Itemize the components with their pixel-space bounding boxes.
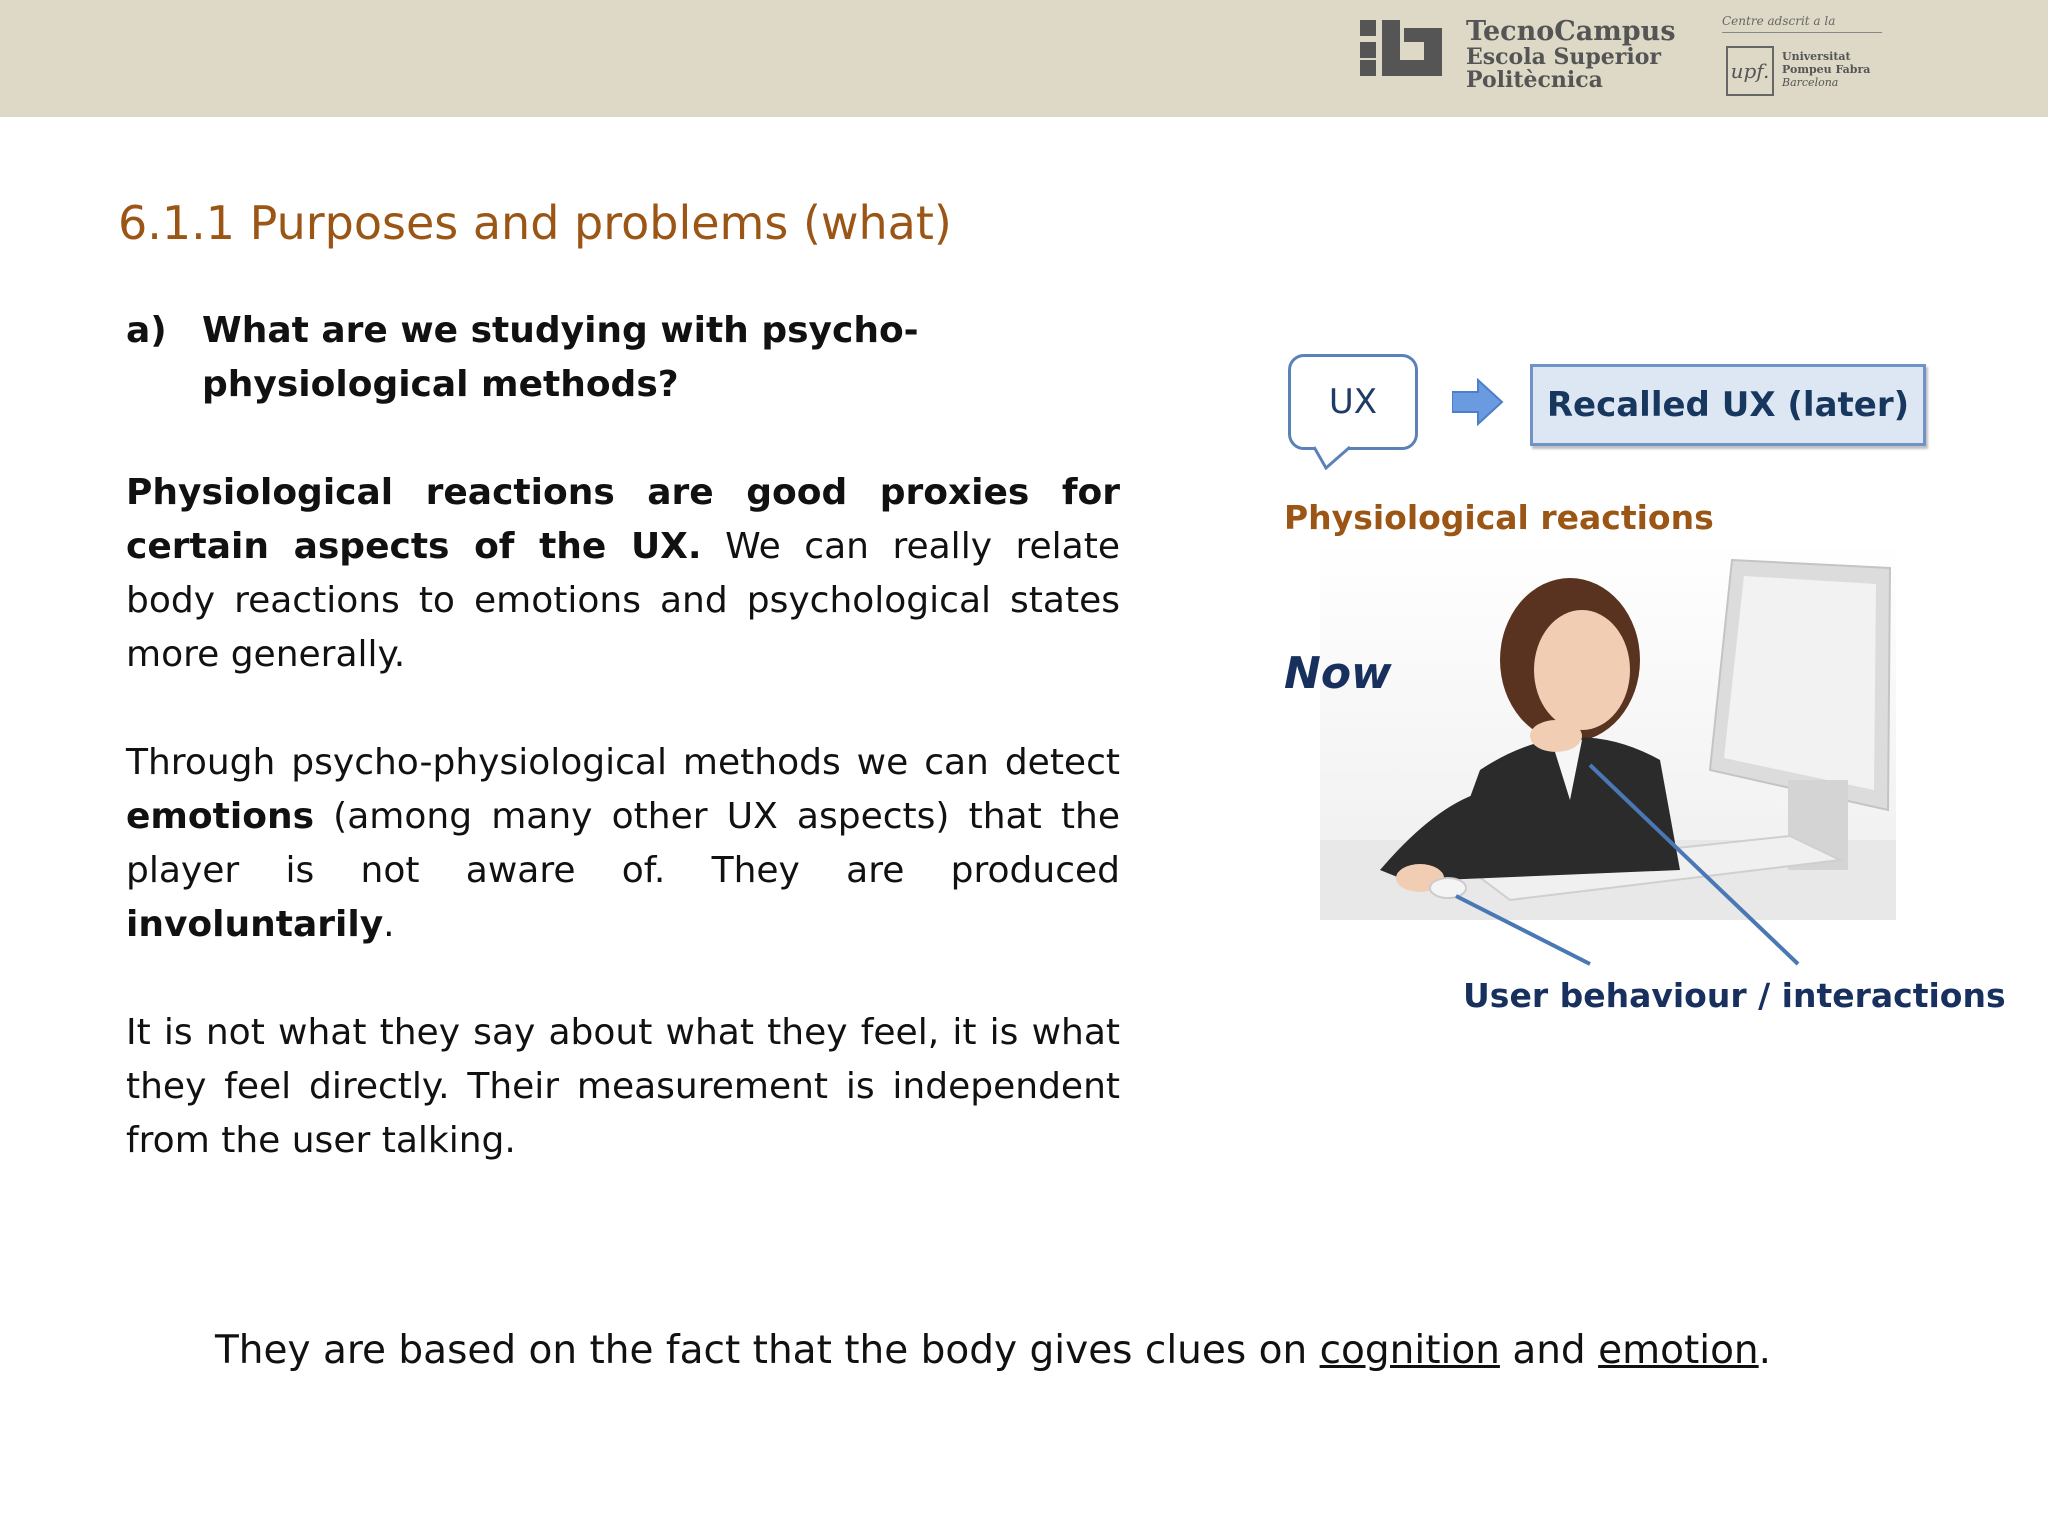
paragraph-measurement: It is not what they say about what they feel, it is what they feel directly. Their measurement is independent from the user talking. [126, 1012, 1120, 1161]
tecnocampus-subtitle-1: Escola Superior [1466, 44, 1661, 71]
footer-statement [0, 1328, 1986, 1373]
tecnocampus-subtitle-2: Politècnica [1466, 67, 1603, 94]
emotions-emphasis: emotions [126, 796, 314, 837]
footer-end: . [1758, 1328, 1772, 1373]
paragraph-emotions-end: . [383, 904, 395, 945]
ux-speech-bubble [1288, 354, 1418, 450]
paragraph-emotions-mid: (among many other UX aspects) that the player is not aware of. They are produced [126, 796, 1120, 891]
paragraph-proxies [126, 466, 1120, 682]
tecnocampus-wordmark [1466, 18, 1686, 93]
behaviour-pointer-lines [1440, 760, 1810, 980]
header-bar [0, 0, 2048, 117]
recalled-ux-box [1530, 364, 1926, 446]
now-label: Now [1284, 648, 1392, 699]
ux-label: UX [1328, 382, 1378, 422]
speech-bubble-tail-icon [1312, 446, 1352, 470]
tecnocampus-logo-icon [1360, 20, 1442, 76]
cognition-link-text: cognition [1319, 1328, 1500, 1373]
footer-and: and [1499, 1328, 1599, 1373]
upf-name-line-3: Barcelona [1782, 76, 1839, 89]
paragraph-emotions [126, 736, 1120, 952]
tecnocampus-name: TecnoCampus [1466, 16, 1676, 47]
physiological-reactions-label: Physiological reactions [1284, 498, 1714, 537]
upf-name-line-2: Pompeu Fabra [1782, 63, 1871, 76]
slide-body [126, 304, 1120, 1168]
arrow-right-icon [1452, 378, 1504, 426]
user-behaviour-label: User behaviour / interactions [1463, 976, 2006, 1015]
paragraph-emotions-start: Through psycho-physiological methods we can detect [126, 742, 1120, 783]
upf-caption: Centre adscrit a la [1722, 14, 1882, 33]
question-heading [126, 304, 1120, 412]
paragraph-proxies-bold: Physiological reactions are good proxies for certain aspects of the UX. [126, 472, 1120, 567]
upf-name-line-1: Universitat [1782, 50, 1851, 63]
paragraph-proxies-rest: We can really relate body reactions to emotions and psychological states more generally. [126, 526, 1120, 675]
slide-title: 6.1.1 Purposes and problems (what) [118, 196, 952, 250]
emotion-link-text: emotion [1598, 1328, 1759, 1373]
involuntarily-emphasis: involuntarily [126, 904, 384, 945]
upf-logo [1722, 14, 1882, 104]
upf-mark: upf. [1726, 46, 1774, 96]
footer-start: They are based on the fact that the body gives clues on [214, 1328, 1320, 1373]
recalled-ux-label: Recalled UX (later) [1546, 385, 1910, 425]
question-marker: a) [126, 310, 167, 351]
upf-name [1782, 50, 1882, 89]
question-text: What are we studying with psycho-physiological methods? [202, 310, 919, 405]
